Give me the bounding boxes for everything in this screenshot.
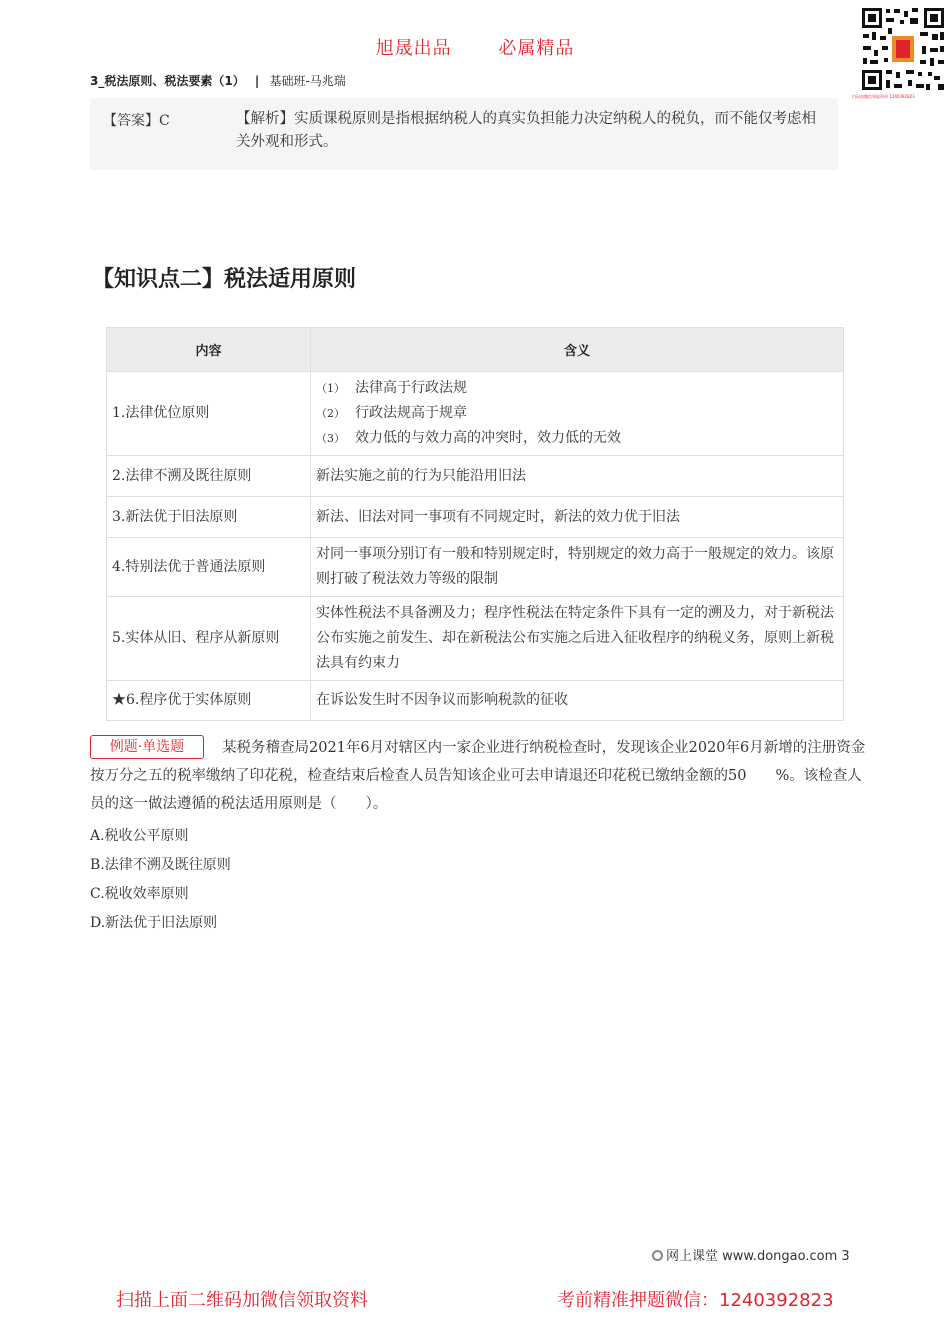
row-content: 4.特别法优于普通法原则	[107, 538, 311, 597]
option-c[interactable]: C.税收效率原则	[90, 886, 189, 902]
list-item: （3） 效力低的与效力高的冲突时，效力低的无效	[316, 430, 621, 446]
row-content: ★6.程序优于实体原则	[107, 681, 311, 721]
row-meaning: 对同一事项分别订有一般和特别规定时，特别规定的效力高于一般规定的效力。该原则打破了税法效力等级的限制	[311, 538, 844, 597]
breadcrumb	[90, 72, 346, 89]
row-meaning: 新法实施之前的行为只能沿用旧法	[311, 456, 844, 497]
breadcrumb-subtitle: 基础班-马兆瑞	[269, 74, 346, 88]
footer-site-text: 网上课堂 www.dongao.com 3	[666, 1249, 850, 1264]
qr-code-icon	[860, 6, 946, 92]
row-meaning: 在诉讼发生时不因争议而影响税款的征收	[311, 681, 844, 721]
table-header-meaning: 含义	[311, 328, 844, 372]
option-b[interactable]: B.法律不溯及既往原则	[90, 857, 231, 873]
breadcrumb-separator: |	[254, 74, 260, 88]
table-row	[107, 456, 844, 497]
table-row	[107, 372, 844, 456]
table-row	[107, 597, 844, 681]
knowledge-point-title: 【知识点二】税法适用原则	[92, 267, 357, 292]
banner-right: 必属精品	[498, 38, 575, 59]
row-content: 3.新法优于旧法原则	[107, 497, 311, 538]
qr-note: 扫码加微信领取资料 1240392823	[852, 94, 915, 99]
answer-explanation: 【解析】实质课税原则是指根据纳税人的真实负担能力决定纳税人的税负，而不能仅考虑相关外观和形式。	[236, 111, 816, 150]
row-meaning: 实体性税法不具备溯及力；程序性税法在特定条件下具有一定的溯及力，对于新税法公布实施之前发生、却在新税法公布实施之后进入征收程序的纳税义务，原则上新税法具有约束力	[311, 597, 844, 681]
options-list	[90, 822, 231, 938]
example-question	[90, 734, 870, 818]
table-row	[107, 538, 844, 597]
rules-table	[106, 327, 844, 721]
answer-label: 【答案】C	[103, 113, 170, 129]
breadcrumb-title: 3_税法原则、税法要素（1）	[90, 74, 245, 88]
row-content: 2.法律不溯及既往原则	[107, 456, 311, 497]
table-row	[107, 681, 844, 721]
example-tag: 例题·单选题	[90, 735, 204, 759]
banner-left: 旭晟出品	[375, 38, 452, 59]
list-item: （2） 行政法规高于规章	[316, 405, 467, 421]
footer-left: 扫描上面二维码加微信领取资料	[116, 1290, 368, 1311]
table-header-content: 内容	[107, 328, 311, 372]
row-meaning	[311, 372, 844, 456]
row-content: 1.法律优位原则	[107, 372, 311, 456]
option-d[interactable]: D.新法优于旧法原则	[90, 915, 218, 931]
footer-site	[652, 1245, 850, 1264]
table-row	[107, 497, 844, 538]
list-item: （1） 法律高于行政法规	[316, 380, 467, 396]
row-content: 5.实体从旧、程序从新原则	[107, 597, 311, 681]
question-text: 某税务稽查局2021年6月对辖区内一家企业进行纳税检查时，发现该企业2020年6月新增的注册资金按万分之五的税率缴纳了印花税，检查结束后检查人员告知该企业可去申请退还印花税已缴纳金额的50 %。该检查人员的这一做法遵循的税法适用原则是（ ）。	[90, 740, 866, 812]
row-meaning: 新法、旧法对同一事项有不同规定时，新法的效力优于旧法	[311, 497, 844, 538]
top-banner	[0, 34, 950, 60]
option-a[interactable]: A.税收公平原则	[90, 828, 189, 844]
site-logo-icon	[652, 1250, 663, 1261]
footer-right: 考前精准押题微信：1240392823	[557, 1290, 834, 1311]
